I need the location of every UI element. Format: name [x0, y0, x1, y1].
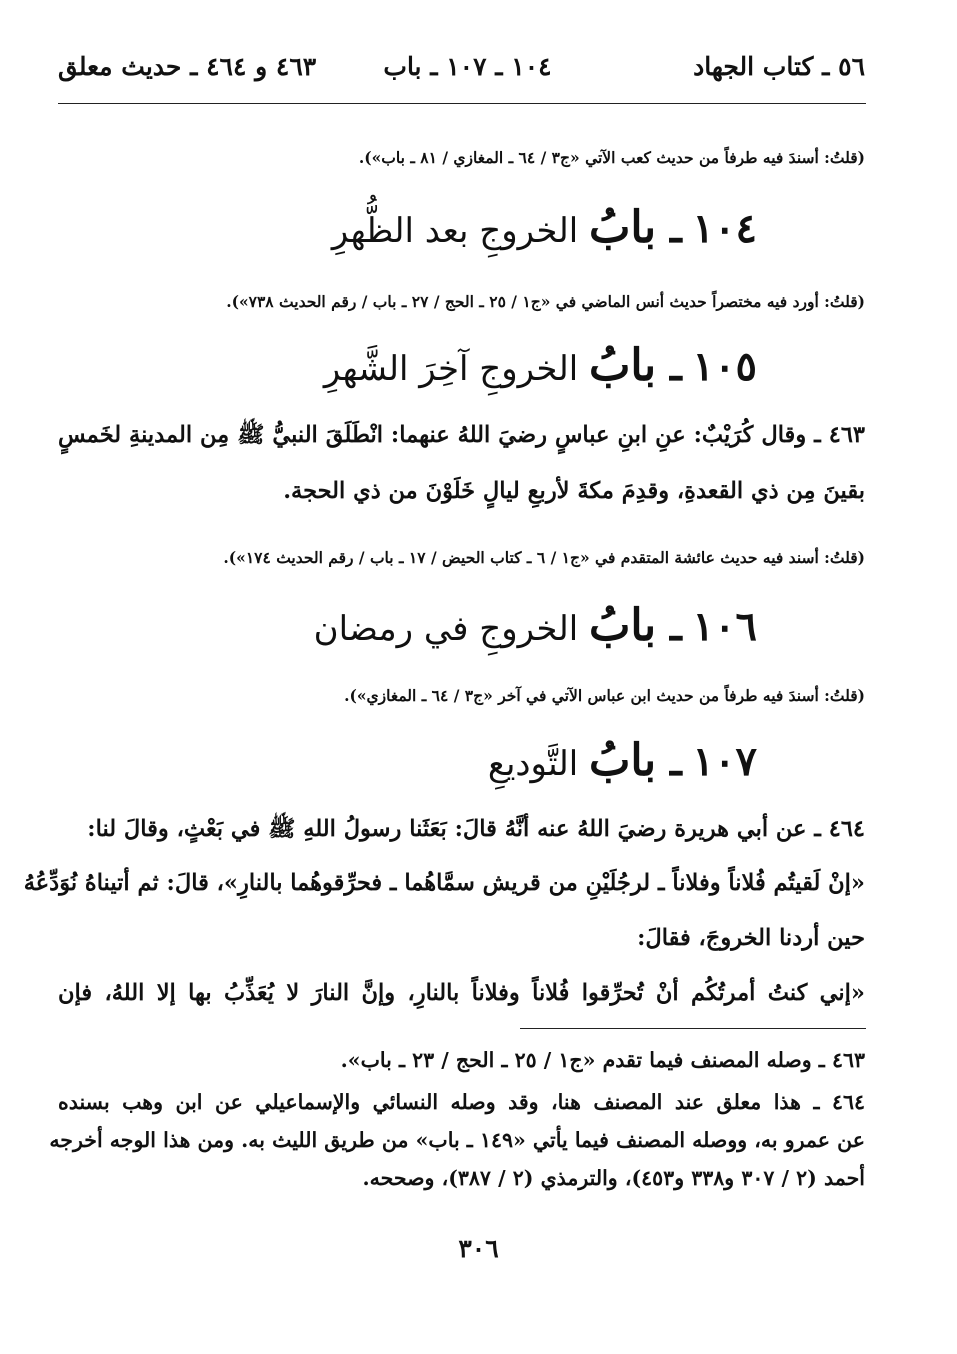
chapter-title: الخروجِ آخِرَ الشَّهرِ: [323, 349, 579, 389]
chapter-number: ١٠٥: [692, 343, 757, 390]
note-anas: (قلتُ: أورد فيه مختصراً حديث أنس الماضي في «ج١ / ٢٥ ـ الحج / ٢٧ ـ باب / رقم الحديث ٧٣٨»).: [226, 292, 865, 311]
note-ibn-abbas: (قلتُ: أسندَ فيه طرفاً من حديث ابن عباس الآتي في آخر «ج٣ / ٦٤ ـ المغازي»).: [344, 686, 865, 705]
running-header-book: ٥٦ ـ كتاب الجهاد: [693, 52, 865, 81]
chapter-word: بابُ: [589, 340, 657, 391]
chapter-number: ١٠٦: [692, 603, 757, 650]
hadith-464-line-4: «إني كنتُ أمرتُكُم أنْ تُحرِّقوا فُلاناً وفلاناً بالنارِ، وإنَّ النارَ لا يُعَذِّبُ بها إلا اللهُ، فإن: [58, 980, 865, 1006]
note-kaab: (قلتُ: أسندَ فيه طرفاً من حديث كعب الآتي «ج٣ / ٦٤ ـ المغازي / ٨١ ـ باب»).: [358, 148, 865, 167]
chapter-number: ١٠٤: [692, 205, 757, 252]
running-header-hadith: ٤٦٣ و ٤٦٤ ـ حديث معلق: [58, 52, 317, 81]
chapter-title: التَّوديعِ: [487, 744, 579, 784]
chapter-title: الخروجِ في رمضان: [313, 609, 579, 649]
chapter-word: بابُ: [589, 202, 657, 253]
chapter-title: الخروجِ بعد الظُّهرِ: [331, 211, 579, 251]
footnote-463: ٤٦٣ ـ وصله المصنف فيما تقدم «ج١ / ٢٥ ـ الحج / ٢٣ ـ باب».: [340, 1048, 865, 1072]
chapter-heading-107: ١٠٧ ـ بابُ التَّوديعِ: [487, 735, 757, 786]
footnote-464-line-3: أحمد (٢ / ٣٠٧ و٣٣٨ و٤٥٣)، والترمذي (٢ / ٣٨٧)، وصححه.: [362, 1166, 865, 1190]
hadith-463-line-1: ٤٦٣ ـ وقال كُرَيْبٌ: عنِ ابنِ عباسٍ رضيَ اللهُ عنهما: انْطَلَقَ النبيُّ ﷺ مِن المدينةِ لخَمسٍ: [58, 422, 865, 448]
page-number: ٣٠٦: [458, 1234, 499, 1263]
footnote-separator: [520, 1028, 866, 1029]
chapter-heading-104: ١٠٤ ـ بابُ الخروجِ بعد الظُّهرِ: [331, 202, 757, 253]
footnote-464-line-2: عن عمرو به، ووصله المصنف فيما يأتي «١٤٩ ـ باب» من طريق الليث به. ومن هذا الوجه أخرجه: [49, 1128, 865, 1152]
hadith-464-line-1: ٤٦٤ ـ عن أبي هريرة رضيَ اللهُ عنه أنَّهُ قالَ: بَعَثَنا رسولُ اللهِ ﷺ في بَعْثٍ، وقالَ لنا:: [87, 816, 865, 842]
chapter-number: ١٠٧: [692, 738, 757, 785]
chapter-heading-106: ١٠٦ ـ بابُ الخروجِ في رمضان: [313, 600, 757, 651]
chapter-word: بابُ: [589, 600, 657, 651]
running-header-chapters: ١٠٤ ـ ١٠٧ ـ باب: [383, 52, 552, 81]
note-aisha: (قلتُ: أسند فيه حديث عائشة المتقدم في «ج١ / ٦ ـ كتاب الحيض / ١٧ ـ باب / رقم الحديث ١٧٤»).: [223, 548, 865, 567]
header-rule: [58, 103, 866, 104]
footnote-464-line-1: ٤٦٤ ـ هذا معلق عند المصنف هنا، وقد وصله النسائي والإسماعيلي عن ابن وهب بسنده: [58, 1090, 865, 1114]
hadith-463-line-2: بقينَ مِن ذي القعدةِ، وقدِمَ مكةَ لأربعِ ليالٍ خَلَوْنَ من ذي الحجة.: [283, 478, 865, 504]
hadith-464-line-2: «إنْ لَقيتُم فُلاناً وفلاناً ـ لرجُلَيْنِ من قريش سمَّاهُما ـ فحرِّقوهُما بالنارِ»، قالَ: ثم أتيناهُ نُوَدِّعُهُ: [23, 870, 865, 896]
hadith-464-line-3: حين أردنا الخروجَ، فقالَ:: [637, 925, 865, 951]
chapter-word: بابُ: [589, 735, 657, 786]
chapter-heading-105: ١٠٥ ـ بابُ الخروجِ آخِرَ الشَّهرِ: [323, 340, 757, 391]
